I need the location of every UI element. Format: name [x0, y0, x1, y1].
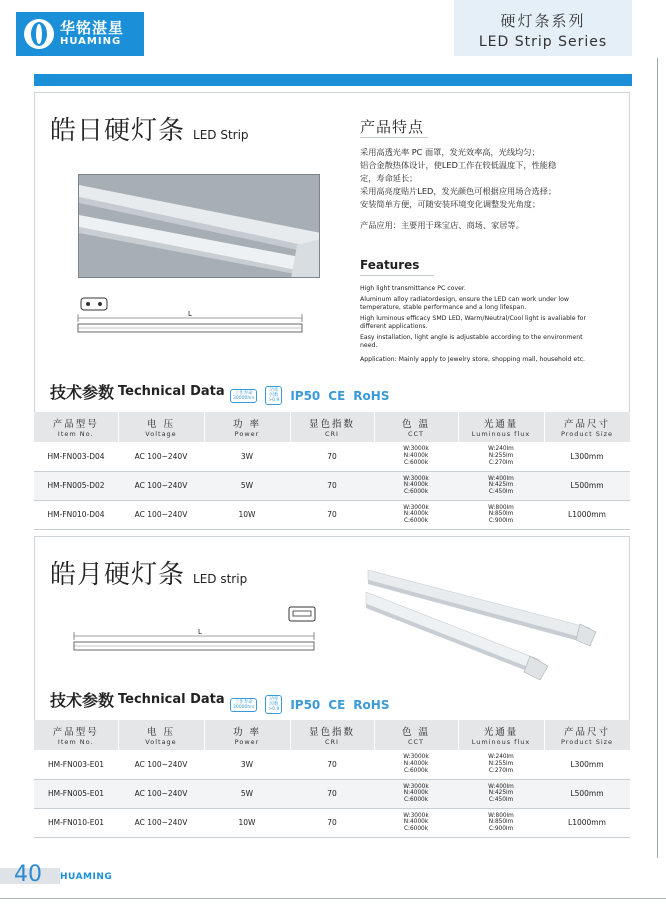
product-title-cn: 皓月硬灯条: [50, 560, 186, 590]
col-header-en: Power: [234, 738, 260, 746]
led-strip-image: [364, 562, 600, 680]
cct-neutral: N:4000k: [403, 511, 429, 518]
cct-cool: C:6000k: [403, 488, 429, 495]
col-header-power: [204, 412, 290, 442]
lifetime-badge: [230, 698, 257, 712]
cct-neutral: N:4000k: [403, 790, 429, 797]
brand-name-cn: 华铭湛星: [60, 18, 125, 37]
cell-model: HM-FN010-E01: [34, 808, 118, 837]
cell-size: L500mm: [544, 471, 630, 500]
lifetime-badge-value: 30000hrs: [233, 395, 255, 401]
series-title-cn: 硬灯条系列: [500, 12, 586, 30]
col-header-cn: 产品型号: [52, 419, 99, 430]
feature-cn-line: 铝合金散热体设计，使LED工作在较低温度下，性能稳: [360, 160, 557, 170]
cell-size: L300mm: [544, 442, 630, 471]
table-row: [34, 471, 630, 500]
cct-neutral: N:4000k: [403, 482, 429, 489]
power-factor-label-2: 因数: [269, 393, 279, 398]
cct-cool: C:6000k: [403, 825, 429, 832]
col-header-size: [544, 720, 630, 750]
cell-cct: [374, 442, 458, 471]
col-header-en: CCT: [407, 738, 425, 746]
col-header-en: Power: [234, 430, 260, 438]
power-factor-value: >0.9: [268, 398, 280, 403]
col-header-en: CCT: [407, 430, 425, 438]
features-en-heading: [360, 258, 419, 272]
cell-power: 10W: [204, 808, 290, 837]
cell-flux: [458, 471, 544, 500]
col-header-size: [544, 412, 630, 442]
series-label: [454, 0, 632, 56]
cct-neutral: N:4000k: [403, 452, 429, 459]
col-header-cn: 产品型号: [52, 727, 99, 738]
cct-cool: C:6000k: [403, 459, 429, 466]
features-en-title: Features: [360, 258, 420, 272]
power-factor-label: 功率: [269, 388, 279, 393]
flux-neutral: N:425lm: [488, 482, 514, 489]
col-header-cn: 电 压: [146, 727, 176, 738]
col-header-en: CRI: [325, 430, 339, 438]
cct-cool: C:6000k: [403, 767, 429, 774]
col-header-cn: 色 温: [401, 727, 431, 738]
feature-cn-line: 采用高亮度贴片LED，发光颜色可根据应用场合选择；: [360, 186, 557, 196]
col-header-cri: [290, 720, 374, 750]
cell-flux: [458, 750, 544, 779]
lifetime-badge: [230, 389, 257, 403]
footer-brand: HUAMING: [60, 872, 113, 882]
cell-size: L500mm: [544, 779, 630, 808]
col-header-en: Voltage: [145, 430, 177, 438]
cell-voltage: AC 100~240V: [118, 750, 204, 779]
col-header-cct: [374, 412, 458, 442]
cell-model: HM-FN003-D04: [34, 442, 118, 471]
cell-size: L300mm: [544, 750, 630, 779]
col-header-model: [34, 412, 118, 442]
cell-voltage: AC 100~240V: [118, 808, 204, 837]
cell-power: 3W: [204, 750, 290, 779]
cct-neutral: N:4000k: [403, 819, 429, 826]
product-title-1: [50, 110, 249, 147]
cell-cct: [374, 808, 458, 837]
rohs-mark: RoHS: [353, 388, 390, 403]
col-header-cn: 色 温: [401, 419, 431, 430]
cell-flux: [458, 779, 544, 808]
table-row: [34, 779, 630, 808]
cct-warm: W:3000k: [403, 812, 429, 819]
col-header-en: Product Size: [560, 430, 614, 438]
flux-cool: C:450lm: [488, 488, 514, 495]
feature-en-line: Aluminum alloy radiatordesign, ensure the LED can work under low temperature, stable performance and a long lifespan.: [360, 296, 569, 311]
cell-cri: 70: [290, 808, 374, 837]
spec-heading-2: [50, 688, 225, 711]
cell-cri: 70: [290, 750, 374, 779]
brand-logo: [16, 12, 144, 56]
dimension-drawing: [70, 630, 318, 656]
flux-warm: W:800lm: [488, 504, 514, 511]
product-title-cn: 皓日硬灯条: [50, 116, 186, 146]
cct-neutral: N:4000k: [403, 760, 429, 767]
cell-flux: [458, 808, 544, 837]
cct-warm: W:3000k: [403, 504, 429, 511]
col-header-flux: [458, 720, 544, 750]
col-header-flux: [458, 412, 544, 442]
flux-warm: W:800lm: [488, 812, 514, 819]
power-factor-label-2: 因数: [269, 702, 279, 707]
cct-cool: C:6000k: [403, 796, 429, 803]
cell-model: HM-FN010-D04: [34, 500, 118, 529]
cert-row-1: [230, 386, 389, 405]
col-header-power: [204, 720, 290, 750]
dimension-label: L: [198, 628, 202, 636]
col-header-en: Luminous flux: [471, 430, 531, 438]
feature-cn-line: 采用高透光率 PC 面罩，发光效率高，光线均匀；: [360, 147, 540, 157]
features-cn-heading: [360, 116, 424, 137]
series-title-en: LED Strip Series: [478, 34, 608, 50]
ip-rating-mark: IP50: [290, 697, 321, 712]
cell-cct: [374, 779, 458, 808]
col-header-en: Voltage: [145, 738, 177, 746]
col-header-cn: 电 压: [146, 419, 176, 430]
spec-table-1: [34, 412, 631, 530]
col-header-cri: [290, 412, 374, 442]
cell-size: L1000mm: [544, 500, 630, 529]
cell-voltage: AC 100~240V: [118, 442, 204, 471]
flux-warm: W:240lm: [488, 754, 514, 761]
cell-cct: [374, 750, 458, 779]
led-strip-photo: [364, 562, 600, 680]
product-title-2: [50, 554, 247, 591]
cell-cri: 70: [290, 779, 374, 808]
flux-cool: C:450lm: [488, 796, 514, 803]
cell-cct: [374, 500, 458, 529]
flux-cool: C:900lm: [488, 517, 514, 524]
col-header-cct: [374, 720, 458, 750]
features-cn-list: [360, 146, 592, 232]
cell-power: 5W: [204, 779, 290, 808]
power-factor-badge: [265, 386, 282, 405]
page-number: 40: [14, 862, 42, 887]
top-accent-bar: [34, 74, 632, 86]
dimension-drawing: [74, 310, 310, 340]
flux-warm: W:400lm: [488, 475, 514, 482]
cell-cri: 70: [290, 442, 374, 471]
col-header-en: Item No.: [57, 738, 94, 746]
flux-cool: C:270lm: [488, 767, 514, 774]
rohs-mark: RoHS: [353, 697, 390, 712]
spec-table-2: [34, 720, 631, 838]
cct-warm: W:3000k: [403, 754, 429, 761]
cert-row-2: [230, 695, 389, 714]
feature-en-line: Easy installation, light angle is adjustable according to the environment need.: [360, 334, 583, 349]
lifetime-badge-label: 工作寿命: [234, 699, 253, 705]
cell-voltage: AC 100~240V: [118, 779, 204, 808]
table-header-row: [34, 412, 630, 442]
application-cn: 产品应用：主要用于珠宝店、商场、家居等。: [360, 220, 524, 230]
flux-neutral: N:425lm: [488, 790, 514, 797]
col-header-cn: 功 率: [232, 419, 262, 430]
cct-warm: W:3000k: [403, 475, 429, 482]
col-header-voltage: [118, 720, 204, 750]
dimension-label: L: [188, 310, 192, 318]
col-header-model: [34, 720, 118, 750]
col-header-cn: 显色指数: [308, 419, 355, 430]
cell-model: HM-FN005-D02: [34, 471, 118, 500]
flux-cool: C:270lm: [488, 459, 514, 466]
product-title-en: LED Strip: [193, 128, 249, 142]
cell-cri: 70: [290, 471, 374, 500]
cct-warm: W:3000k: [403, 783, 429, 790]
col-header-en: CRI: [325, 738, 339, 746]
cct-warm: W:3000k: [403, 446, 429, 453]
ip-rating-mark: IP50: [290, 388, 321, 403]
led-strip-image: [79, 175, 320, 278]
cell-power: 5W: [204, 471, 290, 500]
ce-mark: CE: [328, 388, 346, 403]
cell-flux: [458, 500, 544, 529]
end-cap-icon: [288, 606, 316, 626]
spec-title-en: Technical Data: [118, 384, 225, 399]
cell-voltage: AC 100~240V: [118, 471, 204, 500]
cell-cri: 70: [290, 500, 374, 529]
table-row: [34, 808, 630, 837]
col-header-cn: 显色指数: [308, 727, 355, 738]
spec-title-cn: 技术参数: [50, 383, 115, 402]
spec-title-en: Technical Data: [118, 692, 225, 707]
ce-mark: CE: [328, 697, 346, 712]
col-header-en: Luminous flux: [471, 738, 531, 746]
col-header-cn: 光通量: [483, 727, 519, 738]
application-en: Application: Mainly apply to Jewelry store, shopping mall, household etc.: [360, 356, 585, 363]
cell-flux: [458, 442, 544, 471]
cell-voltage: AC 100~240V: [118, 500, 204, 529]
brand-name-en: HUAMING: [60, 35, 122, 47]
col-header-en: Product Size: [560, 738, 614, 746]
feature-en-line: High luminous efficacy SMD LED, Warm/Neutral/Cool light is avaliable for different applications.: [360, 315, 587, 330]
table-header-row: [34, 720, 630, 750]
flux-warm: W:400lm: [488, 783, 514, 790]
power-factor-badge: [265, 695, 282, 714]
led-strip-photo: [78, 174, 320, 278]
col-header-cn: 功 率: [232, 727, 262, 738]
features-en-underline: [360, 275, 434, 276]
flux-neutral: N:850lm: [488, 511, 514, 518]
flux-warm: W:240lm: [488, 446, 514, 453]
flux-cool: C:900lm: [488, 825, 514, 832]
logo-icon: [24, 19, 54, 49]
table-row: [34, 500, 630, 529]
lifetime-badge-value: 30000hrs: [233, 704, 255, 710]
cell-model: HM-FN005-E01: [34, 779, 118, 808]
features-cn-underline: [360, 137, 428, 138]
footer-divider: [0, 898, 666, 899]
table-row: [34, 442, 630, 471]
feature-en-line: High light transmittance PC cover.: [360, 285, 466, 292]
features-en-list: [360, 285, 592, 364]
cct-cool: C:6000k: [403, 517, 429, 524]
col-header-cn: 产品尺寸: [563, 727, 610, 738]
features-cn-title: 产品特点: [360, 118, 425, 136]
feature-cn-line: 安装简单方便，可随安装环境变化调整发光角度；: [360, 199, 541, 209]
cell-cct: [374, 471, 458, 500]
power-factor-value: >0.9: [268, 707, 280, 712]
cell-model: HM-FN003-E01: [34, 750, 118, 779]
power-factor-label: 功率: [269, 697, 279, 702]
feature-cn-line: 定，寿命延长；: [360, 173, 418, 183]
table-row: [34, 750, 630, 779]
side-divider: [657, 58, 658, 858]
cell-power: 3W: [204, 442, 290, 471]
product-title-en: LED strip: [193, 572, 248, 586]
flux-neutral: N:255lm: [488, 760, 514, 767]
lifetime-badge-label: 工作寿命: [234, 390, 253, 396]
col-header-cn: 光通量: [483, 419, 519, 430]
spec-heading-1: [50, 380, 225, 403]
flux-neutral: N:255lm: [488, 452, 514, 459]
cell-power: 10W: [204, 500, 290, 529]
flux-neutral: N:850lm: [488, 819, 514, 826]
col-header-en: Item No.: [57, 430, 94, 438]
col-header-cn: 产品尺寸: [563, 419, 610, 430]
cell-size: L1000mm: [544, 808, 630, 837]
spec-title-cn: 技术参数: [50, 691, 115, 710]
col-header-voltage: [118, 412, 204, 442]
